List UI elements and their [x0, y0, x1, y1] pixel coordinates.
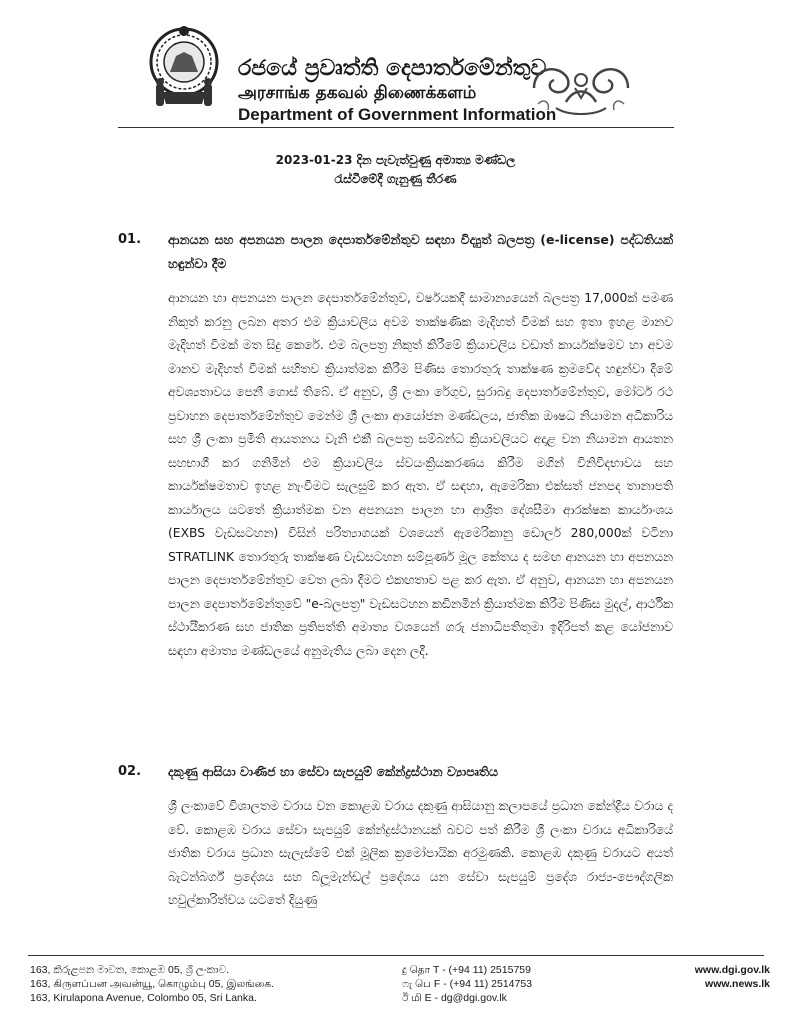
footer-divider: [28, 955, 764, 956]
fax: ෆැ பெ F - (+94 11) 2514753: [402, 978, 533, 990]
letterhead: [0, 0, 791, 140]
address-sinhala: 163, කිරුළපන මාවත, කොළඹ 05, ශ්‍රී ලංකාව.: [30, 964, 230, 976]
department-name-tamil: அரசாங்க தகவல் திணைக்களம்: [238, 83, 477, 103]
department-name-sinhala: රජයේ ප්‍රවෘත්ති දෙපාර්තමේන්තුව: [238, 56, 547, 81]
website-dgi[interactable]: www.dgi.gov.lk: [694, 964, 770, 976]
section-body: ශ්‍රී ලංකාවේ විශාලතම වරාය වන කොළඹ වරාය දකුණු ආසියානු කලාපයේ ප්‍රධාන කේන්ද්‍රීය වරාය ද වේ. කොළඹ වරාය සේවා සැපයුම් කේන්ද්‍රස්ථානයක් බවට පත් කිරීම ශ්‍රී ලංකා වරාය අධිකාරියේ ජාතික වරාය ප්‍රධාන සැලැස්මේ එක් මූලික ක්‍රමෝපායික අරමුණකි. කොළඹ දකුණු වරායට අයත් බැටන්බර්ග් ප්‍රදේශය සහ බ්ලූමැන්ඩල් ප්‍රදේශය යන සේවා සැපයුම් ප්‍රදේශ රාජ්‍ය-පෞද්ගලික හවුල්කාරිත්වය යටතේ දියුණු: [168, 799, 673, 907]
email[interactable]: ඊ மி E - dg@dgi.gov.lk: [402, 992, 507, 1004]
telephone: දු தொ T - (+94 11) 2515759: [402, 964, 531, 976]
section-title: දකුණු ආසියා වාණිජ හා සේවා සැපයුම් කේන්ද්‍රස්ථාන ව්‍යාපෘතිය: [168, 764, 498, 779]
department-name-english: Department of Government Information: [238, 105, 557, 124]
department-swan-icon: [526, 58, 636, 120]
footer-address: [30, 963, 350, 1005]
header-divider: [118, 127, 674, 128]
footer-contact: [402, 963, 592, 1005]
section-body: ආනයන හා අපනයන පාලන දෙපාර්තමේන්තුව, වර්ෂයකදී සාමාන්‍යයෙන් බලපත්‍ර 17,000ක් පමණ නිකුත් කරනු ලබන අතර එම ක්‍රියාවලිය අවම තාක්ෂණික මැදිහත් වීමක් සහ ඉතා ඉහළ මානව මැදිහත් වීමක් මත සිදු කෙරේ. එම බලපත්‍ර නිකුත් කිරීමේ ක්‍රියාවලිය වඩාත් කාර්යක්ෂමව හා අවම මානව මැදිහත් වීමක් සහිතව ක්‍රියාත්මක කිරීම පිණිස තොරතුරු තාක්ෂණ ක්‍රමවේද හඳුන්වා දීමේ අවශ්‍යතාවය පෙනී ගොස් තිබේ. ඒ අනුව, ශ්‍රී ලංකා රේගුව, සුරාබදු දෙපාර්තමේන්තුව, මෝටර් රථ ප්‍රවාහන දෙපාර්තමේන්තුව මෙන්ම ශ්‍රී ලංකා ආයෝජන මණ්ඩලය, ජාතික ඖෂධ නියාමන අධිකාරිය සහ ශ්‍රී ලංකා ප්‍රමිති ආයතනය වැනි එකී බලපත්‍ර සම්බන්ධ ක්‍රියාවලියට අදාළ වන නියාමන ආයතන සහභාගී කර ගනිමින් එම ක්‍රියාවලිය ස්වයංක්‍රියකරණය කිරීම මගින් විනිවිදභාවය සහ කාර්යක්ෂමතාව ඉහළ නැංවීමට සැලසුම් කර ඇත. ඒ සඳහා, ඇමෙරිකා එක්සත් ජනපද තානාපති කාර්යාලය යටතේ ක්‍රියාත්මක වන අපනයන පාලන හා ආශ්‍රිත දේශසීමා ආරක්ෂක කාර්යාංශය (EXBS වැඩසටහන) විසින් පරිත්‍යාගයක් වශයෙන් ඇමෙරිකානු ඩොලර් 280,000ක් වටිනා STRATLINK තොරතුරු තාක්ෂණ වැඩසටහන සම්පූර්ණ මූල කේතය ද සමඟ ආනයන හා අපනයන පාලන දෙපාර්තමේන්තුව වෙත ලබා දීමට එකඟතාව පළ කර ඇත. ඒ අනුව, ආනයන හා අපනයන පාලන දෙපාර්තමේන්තුවේ "e-බලපත්‍ර" වැඩසටහන කඩිනමින් ක්‍රියාත්මක කිරීම පිණිස මුදල්, ආර්ථික ස්ථායීකරණ සහ ජාතික ප්‍රතිපත්ති අමාත්‍ය වශයෙන් ගරු ජනාධිපතිතුමා ඉදිරිපත් කළ යෝජනාව සඳහා අමාත්‍ය මණ්ඩලයේ අනුමැතිය ලබා දෙන ලදී.: [168, 291, 673, 658]
address-english: 163, Kirulapona Avenue, Colombo 05, Sri Lanka.: [30, 992, 257, 1004]
address-tamil: 163, கிருளப்பன அவன்யூ, கொழும்பு 05, இலங்கை.: [30, 978, 275, 990]
section-title: ආනයන සහ අපනයන පාලන දෙපාර්තමේන්තුව සඳහා විද්‍යුත් බලපත්‍ර (e-license) පද්ධතියක් හඳුන්වා දීම: [168, 232, 673, 271]
department-name: [238, 56, 557, 126]
document-title-line-2: රැස්වීමේදී ගැනුණු තීරණ: [334, 172, 457, 186]
section-number: 01.: [118, 232, 142, 247]
section-number: 02.: [118, 764, 142, 779]
website-news[interactable]: www.news.lk: [705, 978, 770, 990]
document-title-line-1: 2023-01-23 දින පැවැත්වුණු අමාත්‍ය මණ්ඩල: [275, 153, 516, 167]
footer-websites: [680, 963, 770, 991]
national-emblem-icon: [148, 22, 220, 114]
